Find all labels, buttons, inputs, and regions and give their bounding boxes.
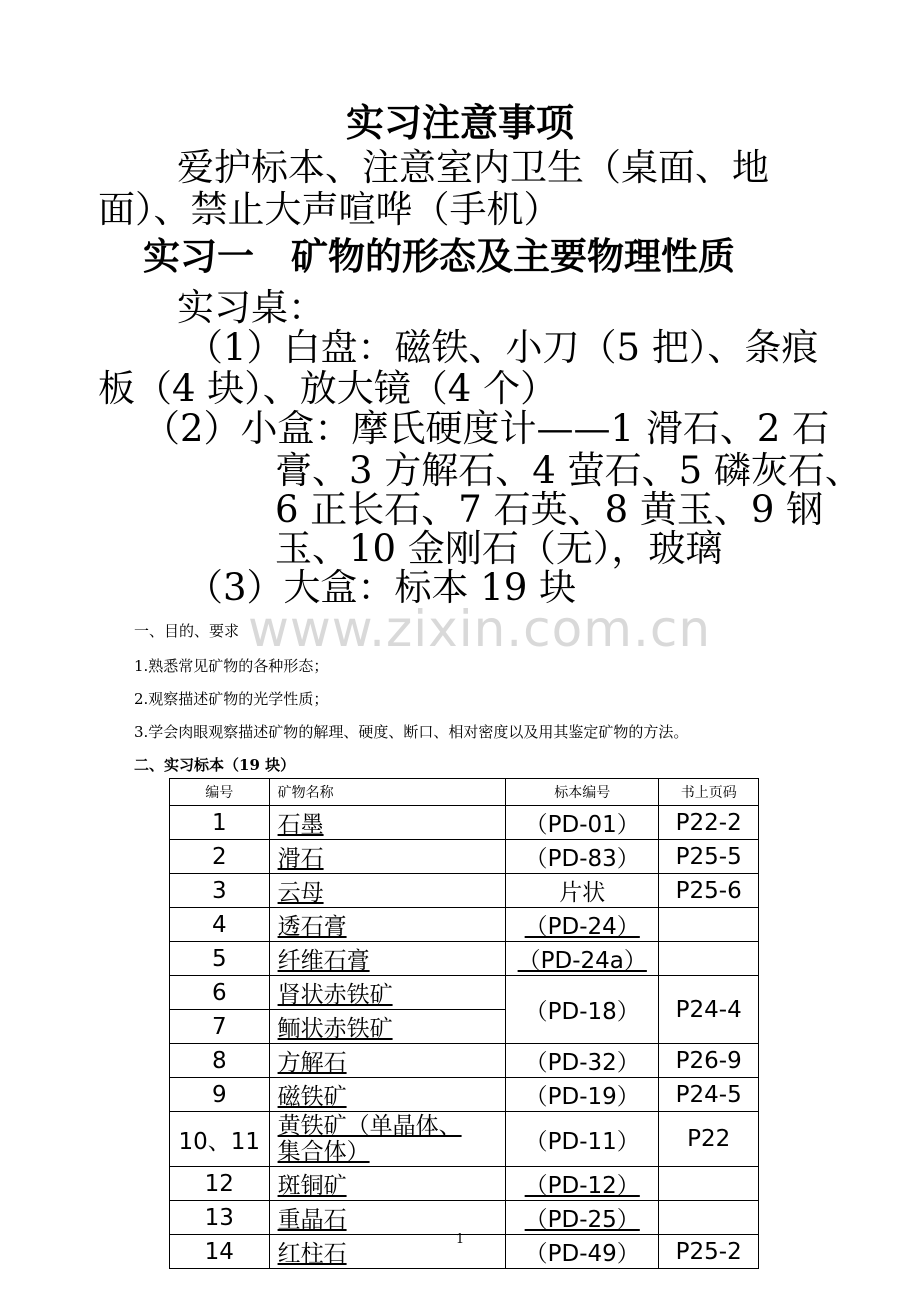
section-1-point-1: 1.熟悉常见矿物的各种形态； xyxy=(134,657,329,675)
cell-number: 13 xyxy=(170,1201,270,1235)
cell-specimen-code: （PD-83） xyxy=(506,840,659,874)
header-number: 编号 xyxy=(170,779,270,806)
cell-mineral-name xyxy=(269,1010,505,1044)
cell-mineral-name xyxy=(269,1078,505,1112)
cell-specimen-code xyxy=(506,1201,659,1235)
mineral-name-text: 云母 xyxy=(277,880,324,906)
table-row xyxy=(170,874,759,908)
mineral-name-text: 肾状赤铁矿 xyxy=(277,982,393,1008)
item-2-line-1: （2）小盒：摩氏硬度计——1 滑石、2 石 xyxy=(143,407,830,450)
cell-book-page: P25-5 xyxy=(659,840,759,874)
cell-book-page xyxy=(659,908,759,942)
cell-number: 5 xyxy=(170,942,270,976)
specimen-table xyxy=(169,778,759,1269)
mineral-name-text: 石墨 xyxy=(277,812,324,838)
specimen-code-text: （PD-25） xyxy=(524,1207,640,1233)
cell-mineral-name xyxy=(269,806,505,840)
cell-specimen-code xyxy=(506,1167,659,1201)
specimen-code-text: （PD-24） xyxy=(524,914,640,940)
table-row xyxy=(170,942,759,976)
cell-mineral-name xyxy=(269,874,505,908)
item-1-line-2: 板（4 块）、放大镜（4 个） xyxy=(98,367,558,410)
cell-number: 6 xyxy=(170,976,270,1010)
specimen-code-text: （PD-24a） xyxy=(517,948,647,974)
cell-book-page: P25-6 xyxy=(659,874,759,908)
cell-mineral-name xyxy=(269,908,505,942)
item-2-line-4: 玉、10 金刚石（无），玻璃 xyxy=(275,527,723,570)
header-mineral-name: 矿物名称 xyxy=(269,779,505,806)
table-row xyxy=(170,976,759,1010)
header-book-page: 书上页码 xyxy=(659,779,759,806)
mineral-name-text: 磁铁矿 xyxy=(277,1084,347,1110)
notice-line-1: 爱护标本、注意室内卫生（桌面、地 xyxy=(177,146,769,189)
practice-heading: 实习一 矿物的形态及主要物理性质 xyxy=(143,234,735,278)
cell-mineral-name xyxy=(269,1112,505,1167)
cell-book-page: P24-5 xyxy=(659,1078,759,1112)
page-number: 1 xyxy=(455,1232,465,1247)
cell-number: 10、11 xyxy=(170,1112,270,1167)
notice-line-2: 面）、禁止大声喧哗（手机） xyxy=(98,188,561,231)
specimen-code-text: （PD-12） xyxy=(524,1173,640,1199)
cell-book-page xyxy=(659,942,759,976)
cell-specimen-code: （PD-49） xyxy=(506,1235,659,1269)
table-row xyxy=(170,908,759,942)
cell-number: 4 xyxy=(170,908,270,942)
mineral-name-text: 红柱石 xyxy=(277,1241,347,1267)
section-1-point-2: 2.观察描述矿物的光学性质； xyxy=(134,690,329,708)
mineral-name-text: 黄铁矿（单晶体、 xyxy=(277,1113,462,1139)
cell-book-page: P25-2 xyxy=(659,1235,759,1269)
cell-number: 3 xyxy=(170,874,270,908)
cell-book-page xyxy=(659,1167,759,1201)
table-row xyxy=(170,1167,759,1201)
cell-specimen-code: 片状 xyxy=(506,874,659,908)
item-2-line-3: 6 正长石、7 石英、8 黄玉、9 钢 xyxy=(275,488,824,531)
mineral-name-text: 斑铜矿 xyxy=(277,1173,347,1199)
cell-number: 12 xyxy=(170,1167,270,1201)
mineral-name-text: 鲕状赤铁矿 xyxy=(277,1016,393,1042)
cell-specimen-code xyxy=(506,908,659,942)
page-title: 实习注意事项 xyxy=(345,100,574,145)
section-1-heading: 一、目的、要求 xyxy=(134,622,240,640)
item-3: （3）大盒：标本 19 块 xyxy=(186,566,577,609)
mineral-name-text: 方解石 xyxy=(277,1050,347,1076)
cell-mineral-name xyxy=(269,1044,505,1078)
cell-book-page: P24-4 xyxy=(659,976,759,1044)
table-header-row xyxy=(170,779,759,806)
cell-book-page: P26-9 xyxy=(659,1044,759,1078)
desk-label: 实习桌： xyxy=(177,286,325,329)
mineral-name-text: 透石膏 xyxy=(277,914,347,940)
mineral-name-text: 重晶石 xyxy=(277,1207,347,1233)
cell-number: 2 xyxy=(170,840,270,874)
cell-book-page: P22-2 xyxy=(659,806,759,840)
table-row xyxy=(170,1112,759,1167)
table-row xyxy=(170,1078,759,1112)
table-row xyxy=(170,1044,759,1078)
cell-specimen-code: （PD-01） xyxy=(506,806,659,840)
cell-number: 14 xyxy=(170,1235,270,1269)
table-row xyxy=(170,1201,759,1235)
item-1-line-1: （1）白盘：磁铁、小刀（5 把）、条痕 xyxy=(186,326,819,369)
cell-mineral-name xyxy=(269,976,505,1010)
item-2-line-2: 膏、3 方解石、4 萤石、5 磷灰石、 xyxy=(275,449,862,492)
cell-specimen-code: （PD-19） xyxy=(506,1078,659,1112)
cell-number: 1 xyxy=(170,806,270,840)
section-1-point-3: 3.学会肉眼观察描述矿物的解理、硬度、断口、相对密度以及用其鉴定矿物的方法。 xyxy=(134,723,689,741)
section-2-heading: 二、实习标本（19 块） xyxy=(134,756,296,774)
table-row xyxy=(170,806,759,840)
mineral-name-text: 滑石 xyxy=(277,846,324,872)
cell-book-page xyxy=(659,1201,759,1235)
mineral-name-text: 集合体） xyxy=(277,1139,370,1165)
cell-book-page: P22 xyxy=(659,1112,759,1167)
cell-specimen-code: （PD-18） xyxy=(506,976,659,1044)
mineral-name-text: 纤维石膏 xyxy=(277,948,370,974)
cell-mineral-name xyxy=(269,840,505,874)
cell-mineral-name xyxy=(269,1167,505,1201)
watermark: www.zixin.com.cn xyxy=(248,600,712,658)
cell-number: 9 xyxy=(170,1078,270,1112)
cell-specimen-code xyxy=(506,942,659,976)
cell-mineral-name xyxy=(269,942,505,976)
cell-number: 7 xyxy=(170,1010,270,1044)
cell-mineral-name xyxy=(269,1201,505,1235)
header-specimen-code: 标本编号 xyxy=(506,779,659,806)
table-row xyxy=(170,840,759,874)
cell-specimen-code: （PD-32） xyxy=(506,1044,659,1078)
cell-specimen-code: （PD-11） xyxy=(506,1112,659,1167)
cell-number: 8 xyxy=(170,1044,270,1078)
